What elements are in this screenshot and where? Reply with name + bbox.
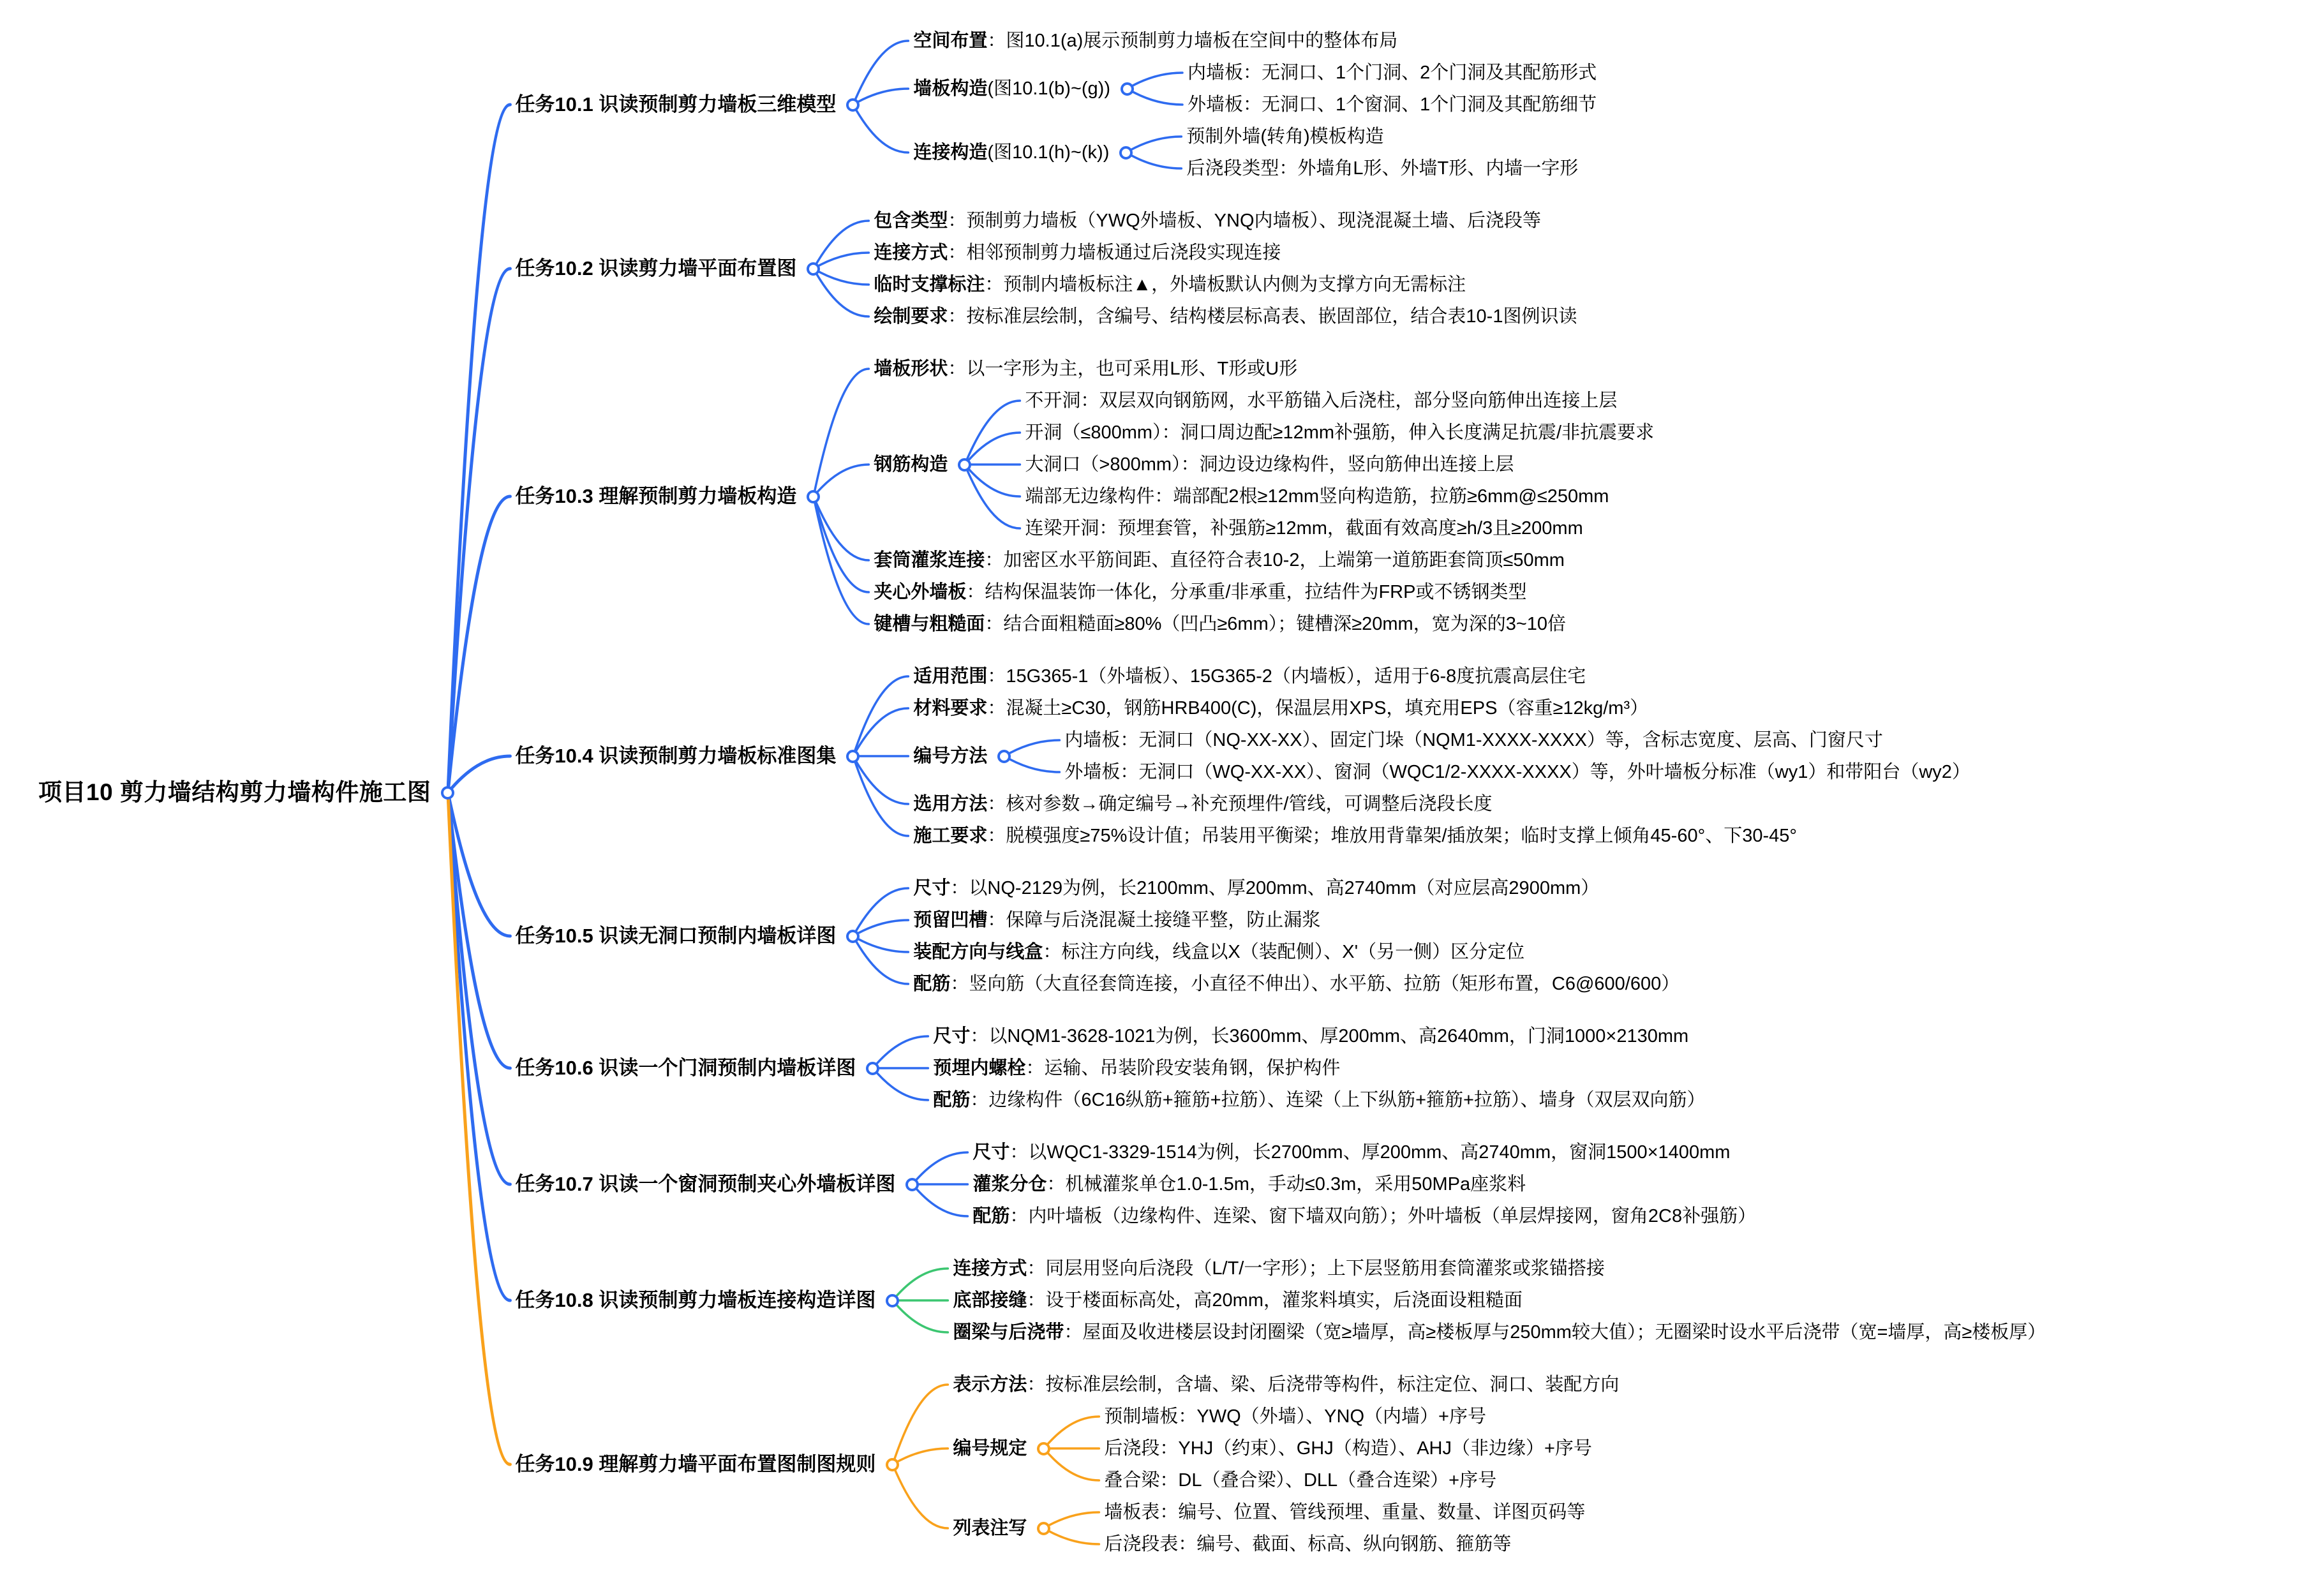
tree-branch xyxy=(972,1173,1756,1196)
node-keyword-text: 钢筋构造 xyxy=(874,454,948,475)
leaf-node[interactable] xyxy=(1025,517,1583,540)
leaf-node[interactable] xyxy=(933,1025,1688,1048)
node-detail-text: 开洞（≤800mm）：洞口周边配≥12mm补强筋，伸入长度满足抗震/非抗震要求 xyxy=(1025,422,1655,443)
node-keyword-text: 尺寸 xyxy=(913,878,951,898)
node-title-text: 任务10.6 识读一个门洞预制内墙板详图 xyxy=(515,1057,856,1079)
leaf-node[interactable] xyxy=(874,581,1526,604)
tree-branch xyxy=(1025,421,1654,444)
leaf-node[interactable] xyxy=(953,1289,1523,1312)
tree-branch xyxy=(1064,729,1970,752)
tree-branch xyxy=(874,581,1654,604)
tree-branch xyxy=(913,125,1597,180)
tree-branch xyxy=(933,1089,1705,1112)
leaf-node[interactable] xyxy=(953,1321,2046,1344)
node-detail-text: 预制墙板：YWQ（外墙）、YNQ（内墙）+序号 xyxy=(1104,1406,1486,1427)
tree-branch xyxy=(874,209,1577,232)
tree-branch xyxy=(1104,1437,1592,1460)
leaf-node[interactable] xyxy=(913,909,1320,932)
leaf-node[interactable] xyxy=(972,1205,1756,1228)
leaf-node[interactable] xyxy=(1188,61,1597,84)
node-detail-text: ：标注方向线，线盒以X（装配侧）、X'（另一侧）区分定位 xyxy=(1043,942,1525,962)
tree-branch xyxy=(1064,761,1970,784)
tree-branch xyxy=(913,792,1970,815)
node-detail-text: ：设于楼面标高处，高20mm，灌浆料填实，后浇面设粗糙面 xyxy=(1027,1290,1523,1311)
branch-node[interactable] xyxy=(913,77,1134,100)
leaf-node[interactable] xyxy=(874,305,1577,328)
leaf-node[interactable] xyxy=(913,941,1524,964)
branch-collapse-circle[interactable] xyxy=(441,786,454,800)
children-column xyxy=(913,665,1970,847)
node-detail-text: 端部无边缘构件：端部配2根≥12mm竖向构造筋，拉筋≥6mm@≤250mm xyxy=(1025,486,1609,507)
node-detail-text: 内墙板：无洞口（NQ-XX-XX）、固定门垛（NQM1-XXXX-XXXX）等，含标志宽度、层高、门窗尺寸 xyxy=(1064,730,1883,750)
branch-collapse-circle[interactable] xyxy=(886,1294,899,1307)
node-keyword-text: 连接方式 xyxy=(953,1258,1027,1279)
node-keyword-text: 连接方式 xyxy=(874,242,948,263)
tree-branch xyxy=(515,357,2046,636)
node-detail-text: ：同层用竖向后浇段（L/T/一字形）；上下层竖筋用套筒灌浆或浆锚搭接 xyxy=(1027,1258,1605,1279)
tree-branch xyxy=(1025,453,1654,476)
mindmap-tree xyxy=(38,29,2046,1556)
tree-branch xyxy=(972,1141,1756,1164)
children-column xyxy=(953,1257,2046,1344)
children-column xyxy=(1025,389,1654,540)
branch-collapse-circle[interactable] xyxy=(846,750,860,763)
tree-branch xyxy=(953,1321,2046,1344)
node-detail-text: ：竖向筋（大直径套筒连接，小直径不伸出）、水平筋、拉筋（矩形布置，C6@600/600） xyxy=(950,974,1680,994)
leaf-node[interactable] xyxy=(953,1257,1604,1280)
node-detail-text: ：运输、吊装阶段安装角钢，保护构件 xyxy=(1025,1058,1341,1078)
branch-node[interactable] xyxy=(913,745,1011,768)
node-detail-text: 大洞口（>800mm）：洞边设边缘构件，竖向筋伸出连接上层 xyxy=(1025,454,1514,475)
node-detail-text: 墙板表：编号、位置、管线预埋、重量、数量、详图页码等 xyxy=(1104,1502,1586,1522)
node-title-text: 任务10.5 识读无洞口预制内墙板详图 xyxy=(515,925,837,947)
node-keyword-text: 预埋内螺栓 xyxy=(933,1058,1026,1078)
tree-branch xyxy=(953,1405,1619,1492)
node-keyword-text: 圈梁与后浇带 xyxy=(953,1322,1064,1343)
tree-branch xyxy=(953,1501,1619,1556)
node-keyword-text: 灌浆分仓 xyxy=(972,1174,1047,1194)
branch-node[interactable] xyxy=(515,255,820,282)
branch-collapse-circle[interactable] xyxy=(807,262,820,276)
tree-branch xyxy=(1188,61,1597,84)
tree-branch xyxy=(1104,1501,1585,1524)
leaf-node[interactable] xyxy=(1064,761,1970,784)
children-column xyxy=(515,29,2046,1556)
node-detail-text: ：预制剪力墙板（YWQ外墙板、YNQ内墙板）、现浇混凝土墙、后浇段等 xyxy=(948,211,1542,231)
node-title-text: 任务10.3 理解预制剪力墙板构造 xyxy=(515,485,797,507)
leaf-node[interactable] xyxy=(1188,93,1597,116)
tree-branch xyxy=(1025,485,1654,508)
branch-collapse-circle[interactable] xyxy=(807,490,820,503)
node-detail-text: ：边缘构件（6C16纵筋+箍筋+拉筋）、连梁（上下纵筋+箍筋+拉筋）、墙身（双层双向筋） xyxy=(970,1090,1706,1110)
children-column xyxy=(874,209,1577,328)
children-column xyxy=(874,357,1654,636)
node-title-text: 任务10.4 识读预制剪力墙板标准图集 xyxy=(515,745,837,767)
tree-branch xyxy=(933,1057,1705,1080)
leaf-node[interactable] xyxy=(913,29,1397,52)
node-keyword-text: 尺寸 xyxy=(972,1142,1010,1163)
branch-node[interactable] xyxy=(515,1287,899,1314)
leaf-node[interactable] xyxy=(1104,1533,1511,1556)
tree-branch xyxy=(913,697,1970,720)
node-keyword-text: 临时支撑标注 xyxy=(874,274,985,295)
children-column xyxy=(913,29,1597,180)
children-column xyxy=(1188,61,1597,116)
branch-collapse-circle[interactable] xyxy=(846,98,860,112)
branch-collapse-circle[interactable] xyxy=(997,750,1011,763)
branch-node[interactable] xyxy=(515,91,860,118)
tree-branch xyxy=(913,877,1680,900)
node-title-text: 任务10.7 识读一个窗洞预制夹心外墙板详图 xyxy=(515,1173,896,1195)
tree-branch xyxy=(1104,1533,1585,1556)
node-keyword-text: 配筋 xyxy=(972,1206,1010,1226)
node-detail-text: (图10.1(b)~(g)) xyxy=(987,78,1110,99)
tree-branch xyxy=(874,305,1577,328)
leaf-node[interactable] xyxy=(913,824,1797,847)
node-detail-text: 外墙板：无洞口、1个窗洞、1个门洞及其配筋细节 xyxy=(1188,94,1597,115)
tree-branch xyxy=(913,909,1680,932)
node-keyword-text: 键槽与粗糙面 xyxy=(874,614,985,634)
node-keyword-text: 配筋 xyxy=(933,1090,971,1110)
leaf-node[interactable] xyxy=(933,1057,1340,1080)
root-node[interactable] xyxy=(38,777,454,808)
children-column xyxy=(1064,729,1970,784)
node-detail-text: ：图10.1(a)展示预制剪力墙板在空间中的整体布局 xyxy=(987,31,1398,51)
leaf-node[interactable] xyxy=(1104,1437,1592,1460)
branch-collapse-circle[interactable] xyxy=(958,458,971,472)
node-keyword-text: 尺寸 xyxy=(933,1026,971,1046)
node-keyword-text: 夹心外墙板 xyxy=(874,582,967,602)
leaf-node[interactable] xyxy=(1186,125,1383,148)
leaf-node[interactable] xyxy=(913,697,1648,720)
node-keyword-text: 选用方法 xyxy=(913,794,988,814)
node-detail-text: (图10.1(h)~(k)) xyxy=(987,142,1110,163)
node-detail-text: ：结合面粗糙面≥80%（凹凸≥6mm）；键槽深≥20mm，宽为深的3~10倍 xyxy=(985,614,1567,634)
leaf-node[interactable] xyxy=(874,241,1281,264)
children-column xyxy=(953,1373,1619,1556)
leaf-node[interactable] xyxy=(874,613,1566,636)
leaf-node[interactable] xyxy=(1064,729,1883,752)
node-title-text: 任务10.1 识读预制剪力墙板三维模型 xyxy=(515,93,837,115)
branch-collapse-circle[interactable] xyxy=(886,1458,899,1471)
node-keyword-text: 预留凹槽 xyxy=(913,910,988,930)
node-keyword-text: 连接构造 xyxy=(913,142,988,163)
leaf-node[interactable] xyxy=(913,792,1492,815)
tree-branch xyxy=(933,1025,1705,1048)
node-keyword-text: 配筋 xyxy=(913,974,951,994)
children-column xyxy=(972,1141,1756,1228)
node-keyword-text: 列表注写 xyxy=(953,1518,1027,1538)
node-detail-text: ：按标准层绘制，含编号、结构楼层标高表、嵌固部位，结合表10-1图例识读 xyxy=(948,306,1577,327)
tree-branch xyxy=(1188,93,1597,116)
leaf-node[interactable] xyxy=(874,209,1541,232)
branch-node[interactable] xyxy=(515,1451,899,1478)
leaf-node[interactable] xyxy=(1025,421,1654,444)
branch-node[interactable] xyxy=(515,1171,919,1198)
branch-collapse-circle[interactable] xyxy=(866,1062,879,1075)
node-detail-text: ：以一字形为主，也可采用L形、T形或U形 xyxy=(948,359,1298,379)
node-detail-text: ：保障与后浇混凝土接缝平整，防止漏浆 xyxy=(987,910,1321,930)
leaf-node[interactable] xyxy=(1104,1501,1585,1524)
branch-collapse-circle[interactable] xyxy=(1121,82,1134,96)
leaf-node[interactable] xyxy=(972,1173,1526,1196)
leaf-node[interactable] xyxy=(1186,157,1578,180)
node-detail-text: 不开洞：双层双向钢筋网，水平筋锚入后浇柱，部分竖向筋伸出连接上层 xyxy=(1025,391,1618,411)
tree-branch xyxy=(38,29,2046,1556)
branch-collapse-circle[interactable] xyxy=(846,930,860,943)
branch-collapse-circle[interactable] xyxy=(1037,1522,1050,1535)
tree-branch xyxy=(515,1141,2046,1228)
leaf-node[interactable] xyxy=(874,357,1297,380)
leaf-node[interactable] xyxy=(972,1141,1730,1164)
node-keyword-text: 包含类型 xyxy=(874,211,948,231)
branch-collapse-circle[interactable] xyxy=(1119,146,1133,160)
leaf-node[interactable] xyxy=(874,549,1565,572)
tree-branch xyxy=(874,549,1654,572)
tree-branch xyxy=(1025,517,1654,540)
node-detail-text: 后浇段类型：外墙角L形、外墙T形、内墙一字形 xyxy=(1186,158,1579,179)
branch-node[interactable] xyxy=(515,483,820,510)
tree-branch xyxy=(913,972,1680,995)
children-column xyxy=(1104,1405,1592,1492)
node-keyword-text: 编号方法 xyxy=(913,746,988,766)
node-detail-text: ：15G365-1（外墙板）、15G365-2（内墙板），适用于6-8度抗震高层住宅 xyxy=(987,666,1586,687)
tree-branch xyxy=(1186,157,1578,180)
tree-branch xyxy=(1104,1469,1592,1492)
node-detail-text: 外墙板：无洞口（WQ-XX-XX）、窗洞（WQC1/2-XXXX-XXXX）等，外叶墙板分标准（wy1）和带阳台（wy2） xyxy=(1064,762,1970,782)
node-detail-text: ：混凝土≥C30，钢筋HRB400(C)，保温层用XPS，填充用EPS（容重≥12kg/m³） xyxy=(987,698,1649,718)
tree-branch xyxy=(913,665,1970,688)
tree-branch xyxy=(913,729,1970,784)
tree-branch xyxy=(1104,1405,1592,1428)
branch-node[interactable] xyxy=(515,743,860,770)
tree-branch xyxy=(874,389,1654,540)
tree-branch xyxy=(874,241,1577,264)
children-column xyxy=(933,1025,1705,1112)
tree-branch xyxy=(515,1025,2046,1112)
branch-collapse-circle[interactable] xyxy=(905,1178,919,1191)
leaf-node[interactable] xyxy=(1104,1405,1486,1428)
tree-branch xyxy=(874,273,1577,296)
node-detail-text: ：预制内墙板标注▲，外墙板默认内侧为支撑方向无需标注 xyxy=(985,274,1466,295)
branch-node[interactable] xyxy=(953,1437,1050,1460)
node-detail-text: ：核对参数→确定编号→补充预埋件/管线，可调整后浇段长度 xyxy=(987,794,1493,814)
node-keyword-text: 编号规定 xyxy=(953,1438,1027,1459)
branch-node[interactable] xyxy=(515,1055,879,1082)
tree-branch xyxy=(972,1205,1756,1228)
tree-branch xyxy=(874,357,1654,380)
node-keyword-text: 绘制要求 xyxy=(874,306,948,327)
node-detail-text: 后浇段表：编号、截面、标高、纵向钢筋、箍筋等 xyxy=(1104,1534,1512,1554)
node-detail-text: 内墙板：无洞口、1个门洞、2个门洞及其配筋形式 xyxy=(1188,63,1597,83)
node-title-text: 任务10.9 理解剪力墙平面布置图制图规则 xyxy=(515,1453,876,1475)
node-detail-text: ：结构保温装饰一体化，分承重/非承重，拉结件为FRP或不锈钢类型 xyxy=(966,582,1527,602)
children-column xyxy=(913,877,1680,995)
node-detail-text: ：以NQM1-3628-1021为例，长3600mm、厚200mm、高2640mm，门洞1000×2130mm xyxy=(970,1026,1689,1046)
tree-branch xyxy=(515,1257,2046,1344)
tree-branch xyxy=(515,665,2046,847)
leaf-node[interactable] xyxy=(1025,389,1617,412)
node-detail-text: 连梁开洞：预埋套管，补强筋≥12mm，截面有效高度≥h/3且≥200mm xyxy=(1025,518,1583,539)
node-detail-text: ：内叶墙板（边缘构件、连梁、窗下墙双向筋）；外叶墙板（单层焊接网，窗角2C8补强筋） xyxy=(1009,1206,1757,1226)
tree-branch xyxy=(1025,389,1654,412)
branch-node[interactable] xyxy=(953,1517,1050,1540)
leaf-node[interactable] xyxy=(913,877,1599,900)
children-column xyxy=(1186,125,1578,180)
branch-node[interactable] xyxy=(874,453,971,476)
tree-branch xyxy=(1186,125,1578,148)
node-keyword-text: 底部接缝 xyxy=(953,1290,1027,1311)
node-title-text: 任务10.2 识读剪力墙平面布置图 xyxy=(515,257,797,279)
node-detail-text: ：以NQ-2129为例，长2100mm、厚200mm、高2740mm（对应层高2900mm） xyxy=(950,878,1600,898)
node-keyword-text: 空间布置 xyxy=(913,31,988,51)
leaf-node[interactable] xyxy=(874,273,1466,296)
node-detail-text: ：脱模强度≥75%设计值；吊装用平衡梁；堆放用背靠架/插放架；临时支撑上倾角45-60°、下30-45° xyxy=(987,826,1797,846)
leaf-node[interactable] xyxy=(913,665,1586,688)
tree-branch xyxy=(515,209,2046,328)
node-detail-text: 预制外墙(转角)模板构造 xyxy=(1186,126,1384,147)
node-keyword-text: 表示方法 xyxy=(953,1374,1027,1395)
node-detail-text: 后浇段：YHJ（约束）、GHJ（构造）、AHJ（非边缘）+序号 xyxy=(1104,1438,1592,1459)
node-detail-text: ：相邻预制剪力墙板通过后浇段实现连接 xyxy=(948,242,1281,263)
leaf-node[interactable] xyxy=(913,972,1680,995)
node-keyword-text: 套筒灌浆连接 xyxy=(874,550,985,570)
branch-node[interactable] xyxy=(913,141,1133,164)
tree-branch xyxy=(515,29,2046,180)
tree-branch xyxy=(953,1373,1619,1396)
tree-branch xyxy=(874,613,1654,636)
node-title-text: 项目10 剪力墙结构剪力墙构件施工图 xyxy=(38,779,431,805)
leaf-node[interactable] xyxy=(1104,1469,1496,1492)
node-detail-text: ：以WQC1-3329-1514为例，长2700mm、厚200mm、高2740mm，窗洞1500×1400mm xyxy=(1009,1142,1731,1163)
node-detail-text: ：屋面及收进楼层设封闭圈梁（宽≥墙厚，高≥楼板厚与250mm较大值）；无圈梁时设水平后浇带（宽=墙厚，高≥楼板厚） xyxy=(1064,1322,2046,1343)
tree-branch xyxy=(953,1289,2046,1312)
node-keyword-text: 装配方向与线盒 xyxy=(913,942,1043,962)
node-keyword-text: 材料要求 xyxy=(913,698,988,718)
tree-branch xyxy=(515,1373,2046,1556)
node-title-text: 任务10.8 识读预制剪力墙板连接构造详图 xyxy=(515,1289,876,1311)
node-keyword-text: 墙板形状 xyxy=(874,359,948,379)
branch-collapse-circle[interactable] xyxy=(1037,1442,1050,1455)
children-column xyxy=(1104,1501,1585,1556)
node-detail-text: 叠合梁：DL（叠合梁）、DLL（叠合连梁）+序号 xyxy=(1104,1470,1497,1491)
leaf-node[interactable] xyxy=(1025,485,1609,508)
branch-node[interactable] xyxy=(515,923,860,949)
leaf-node[interactable] xyxy=(953,1373,1619,1396)
tree-branch xyxy=(913,824,1970,847)
node-keyword-text: 墙板构造 xyxy=(913,78,988,99)
tree-branch xyxy=(515,877,2046,995)
leaf-node[interactable] xyxy=(1025,453,1514,476)
tree-branch xyxy=(953,1257,2046,1280)
node-keyword-text: 适用范围 xyxy=(913,666,988,687)
tree-branch xyxy=(913,61,1597,116)
leaf-node[interactable] xyxy=(933,1089,1705,1112)
tree-branch xyxy=(913,29,1597,52)
tree-branch xyxy=(913,941,1680,964)
node-detail-text: ：机械灌浆单仓1.0-1.5m，手动≤0.3m，采用50MPa座浆料 xyxy=(1047,1174,1526,1194)
node-keyword-text: 施工要求 xyxy=(913,826,988,846)
node-detail-text: ：按标准层绘制，含墙、梁、后浇带等构件，标注定位、洞口、装配方向 xyxy=(1027,1374,1620,1395)
node-detail-text: ：加密区水平筋间距、直径符合表10-2，上端第一道筋距套筒顶≤50mm xyxy=(985,550,1565,570)
